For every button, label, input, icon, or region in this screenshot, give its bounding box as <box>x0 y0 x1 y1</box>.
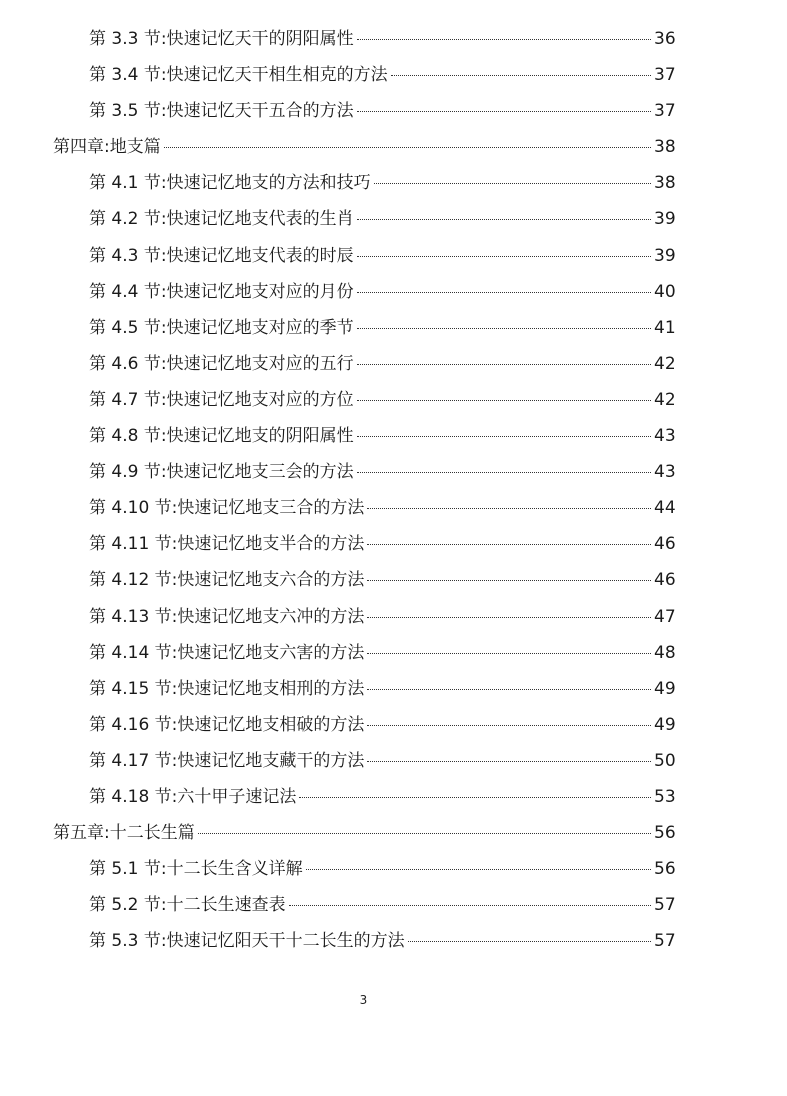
toc-entry-page: 39 <box>654 209 676 230</box>
dot-leader <box>357 111 651 112</box>
toc-entry[interactable] <box>0 418 787 454</box>
toc-entry-title: 第 4.11 节:快速记忆地支半合的方法 <box>89 534 365 555</box>
toc-entry-page: 42 <box>654 353 676 374</box>
dot-leader <box>374 183 651 184</box>
dot-leader <box>306 869 651 870</box>
dot-leader <box>391 75 651 76</box>
toc-entry-title: 第 3.5 节:快速记忆天干五合的方法 <box>89 101 354 122</box>
dot-leader <box>408 941 651 942</box>
dot-leader <box>357 364 651 365</box>
dot-leader <box>357 436 651 437</box>
toc-entry-page: 48 <box>654 642 676 663</box>
toc-entry-title: 第 4.17 节:快速记忆地支藏干的方法 <box>89 750 365 771</box>
toc-entry-page: 47 <box>654 606 676 627</box>
dot-leader <box>357 256 651 257</box>
toc-entry-title: 第 3.3 节:快速记忆天干的阴阳属性 <box>89 29 354 49</box>
toc-entry[interactable] <box>0 526 787 562</box>
toc-entry-page: 42 <box>654 389 676 410</box>
dot-leader <box>367 544 651 545</box>
toc-entry[interactable] <box>0 851 787 887</box>
toc-entry-title: 第 4.2 节:快速记忆地支代表的生肖 <box>89 209 354 230</box>
dot-leader <box>367 580 651 581</box>
toc-entry[interactable] <box>0 93 787 129</box>
dot-leader <box>367 725 651 726</box>
toc-entry[interactable] <box>0 310 787 346</box>
table-of-contents <box>0 21 787 959</box>
toc-entry-title: 第 5.3 节:快速记忆阳天干十二长生的方法 <box>89 931 405 952</box>
toc-entry-page: 49 <box>654 714 676 735</box>
toc-entry-title: 第 5.1 节:十二长生含义详解 <box>89 859 303 880</box>
toc-entry-title: 第 4.16 节:快速记忆地支相破的方法 <box>89 714 365 735</box>
toc-entry-page: 46 <box>654 570 676 591</box>
toc-entry-page: 36 <box>654 29 676 49</box>
toc-entry-title: 第四章:地支篇 <box>53 137 161 158</box>
dot-leader <box>357 39 651 40</box>
toc-entry[interactable] <box>0 887 787 923</box>
toc-entry-title: 第 4.14 节:快速记忆地支六害的方法 <box>89 642 365 663</box>
toc-entry-title: 第 3.4 节:快速记忆天干相生相克的方法 <box>89 65 388 86</box>
toc-entry-page: 43 <box>654 426 676 447</box>
toc-entry-page: 50 <box>654 750 676 771</box>
toc-chapter-entry[interactable] <box>0 815 787 851</box>
toc-entry[interactable] <box>0 454 787 490</box>
toc-entry-title: 第 4.10 节:快速记忆地支三合的方法 <box>89 498 365 519</box>
dot-leader <box>357 328 651 329</box>
dot-leader <box>367 689 651 690</box>
dot-leader <box>357 400 651 401</box>
toc-entry-title: 第 4.8 节:快速记忆地支的阴阳属性 <box>89 426 354 447</box>
toc-entry-title: 第 4.9 节:快速记忆地支三会的方法 <box>89 462 354 483</box>
toc-entry-page: 39 <box>654 245 676 266</box>
toc-entry-page: 44 <box>654 498 676 519</box>
toc-entry-page: 56 <box>654 859 676 880</box>
toc-entry-title: 第 4.3 节:快速记忆地支代表的时辰 <box>89 245 354 266</box>
toc-entry-title: 第 4.15 节:快速记忆地支相刑的方法 <box>89 678 365 699</box>
toc-entry-title: 第 4.6 节:快速记忆地支对应的五行 <box>89 353 354 374</box>
toc-entry-title: 第 4.13 节:快速记忆地支六冲的方法 <box>89 606 365 627</box>
toc-entry[interactable] <box>0 779 787 815</box>
dot-leader <box>299 797 651 798</box>
toc-entry[interactable] <box>0 743 787 779</box>
toc-entry-page: 57 <box>654 931 676 952</box>
toc-entry-title: 第 4.12 节:快速记忆地支六合的方法 <box>89 570 365 591</box>
toc-entry-title: 第 4.1 节:快速记忆地支的方法和技巧 <box>89 173 371 194</box>
toc-entry[interactable] <box>0 707 787 743</box>
toc-entry-page: 49 <box>654 678 676 699</box>
dot-leader <box>367 508 651 509</box>
toc-entry[interactable] <box>0 671 787 707</box>
dot-leader <box>357 219 651 220</box>
toc-entry-title: 第 4.5 节:快速记忆地支对应的季节 <box>89 317 354 338</box>
toc-entry-page: 40 <box>654 281 676 302</box>
toc-entry[interactable] <box>0 165 787 201</box>
toc-entry[interactable] <box>0 490 787 526</box>
toc-entry-title: 第 5.2 节:十二长生速查表 <box>89 895 286 916</box>
toc-entry[interactable] <box>0 201 787 237</box>
toc-entry[interactable] <box>0 635 787 671</box>
toc-entry-page: 38 <box>654 173 676 194</box>
dot-leader <box>357 472 651 473</box>
dot-leader <box>289 905 651 906</box>
toc-entry-page: 37 <box>654 101 676 122</box>
toc-entry[interactable] <box>0 57 787 93</box>
page-number: 3 <box>359 993 368 1007</box>
toc-entry[interactable] <box>0 599 787 635</box>
toc-entry-title: 第五章:十二长生篇 <box>53 823 195 844</box>
toc-entry-page: 46 <box>654 534 676 555</box>
toc-entry[interactable] <box>0 21 787 57</box>
toc-entry[interactable] <box>0 274 787 310</box>
toc-entry-page: 56 <box>654 823 676 844</box>
dot-leader <box>198 833 651 834</box>
toc-entry[interactable] <box>0 382 787 418</box>
toc-entry-page: 57 <box>654 895 676 916</box>
dot-leader <box>164 147 651 148</box>
toc-entry-title: 第 4.7 节:快速记忆地支对应的方位 <box>89 389 354 410</box>
dot-leader <box>357 292 651 293</box>
toc-entry-page: 43 <box>654 462 676 483</box>
toc-entry-page: 41 <box>654 317 676 338</box>
toc-entry-page: 37 <box>654 65 676 86</box>
dot-leader <box>367 653 651 654</box>
toc-entry[interactable] <box>0 923 787 959</box>
toc-entry[interactable] <box>0 562 787 598</box>
dot-leader <box>367 617 651 618</box>
toc-entry-title: 第 4.18 节:六十甲子速记法 <box>89 786 297 807</box>
dot-leader <box>367 761 651 762</box>
toc-entry[interactable] <box>0 238 787 274</box>
toc-entry-title: 第 4.4 节:快速记忆地支对应的月份 <box>89 281 354 302</box>
toc-entry-page: 53 <box>654 786 676 807</box>
toc-entry[interactable] <box>0 346 787 382</box>
toc-entry-page: 38 <box>654 137 676 158</box>
toc-chapter-entry[interactable] <box>0 129 787 165</box>
